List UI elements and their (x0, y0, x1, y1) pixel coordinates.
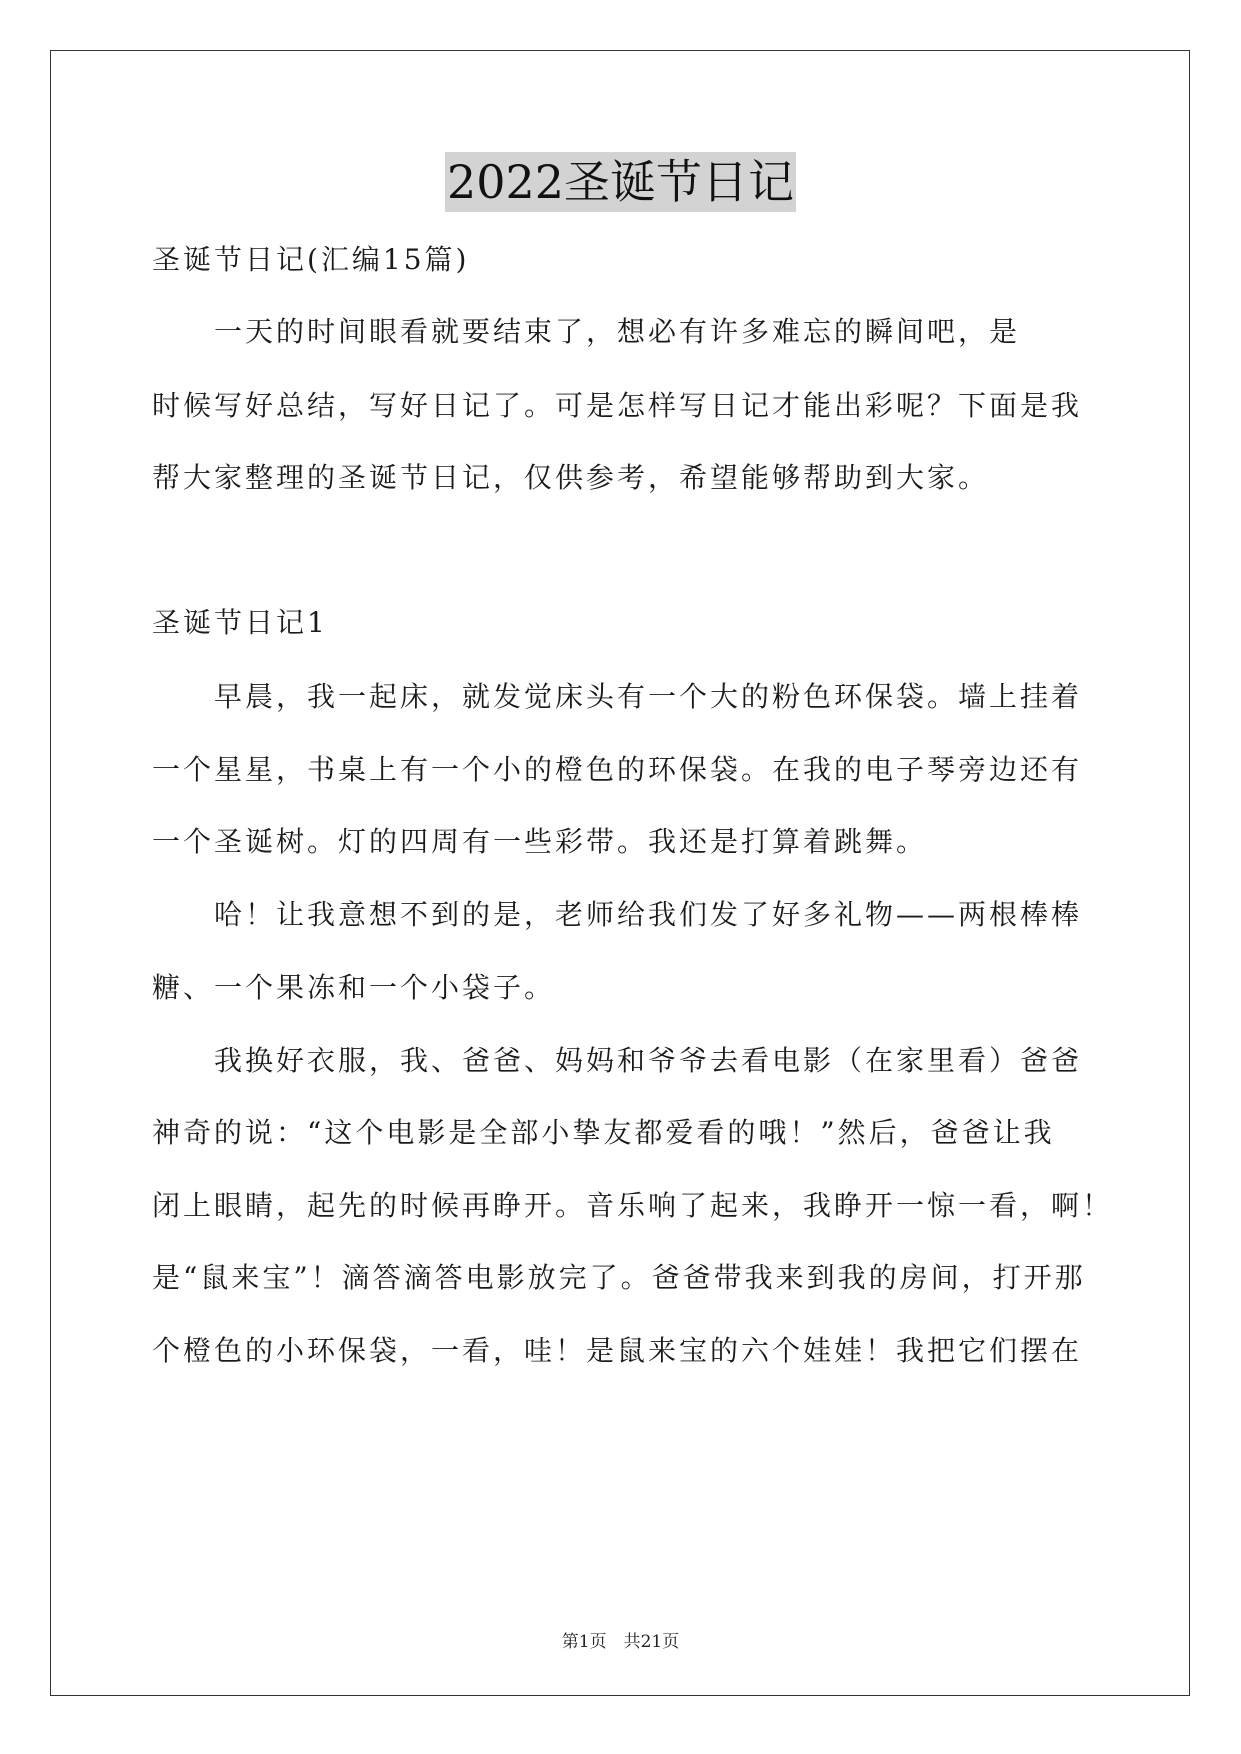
page-border (50, 50, 1190, 1696)
body-line-5: 糖、一个果冻和一个小袋子。 (152, 971, 556, 1004)
body-line-8: 闭上眼睛，起先的时候再睁开。音乐响了起来，我睁开一惊一看，啊！ (152, 1189, 1114, 1222)
body-line-7: 神奇的说：“这个电影是全部小挚友都爱看的哦！”然后，爸爸让我 (152, 1116, 1055, 1149)
document-subtitle: 圣诞节日记(汇编15篇) (152, 243, 470, 276)
body-line-2: 一个星星，书桌上有一个小的橙色的环保袋。在我的电子琴旁边还有 (152, 753, 1083, 786)
intro-line-1: 一天的时间眼看就要结束了，想必有许多难忘的瞬间吧，是 (152, 315, 1021, 348)
page-footer: 第1页 共21页 (561, 1632, 680, 1652)
body-line-4: 哈！让我意想不到的是，老师给我们发了好多礼物——两根棒棒 (152, 898, 1083, 931)
intro-line-3: 帮大家整理的圣诞节日记，仅供参考，希望能够帮助到大家。 (152, 461, 990, 494)
body-line-6: 我换好衣服，我、爸爸、妈妈和爷爷去看电影（在家里看）爸爸 (152, 1044, 1083, 1077)
document-title: 2022圣诞节日记 (445, 152, 796, 212)
intro-line-2: 时候写好总结，写好日记了。可是怎样写日记才能出彩呢？下面是我 (152, 389, 1083, 422)
body-line-9: 是“鼠来宝”！滴答滴答电影放完了。爸爸带我来到我的房间，打开那 (152, 1261, 1086, 1294)
body-line-3: 一个圣诞树。灯的四周有一些彩带。我还是打算着跳舞。 (152, 825, 928, 858)
body-line-10: 个橙色的小环保袋，一看，哇！是鼠来宝的六个娃娃！我把它们摆在 (152, 1334, 1083, 1367)
body-line-1: 早晨，我一起床，就发觉床头有一个大的粉色环保袋。墙上挂着 (152, 680, 1083, 713)
section-heading: 圣诞节日记1 (152, 606, 328, 639)
title-container (0, 152, 1241, 212)
